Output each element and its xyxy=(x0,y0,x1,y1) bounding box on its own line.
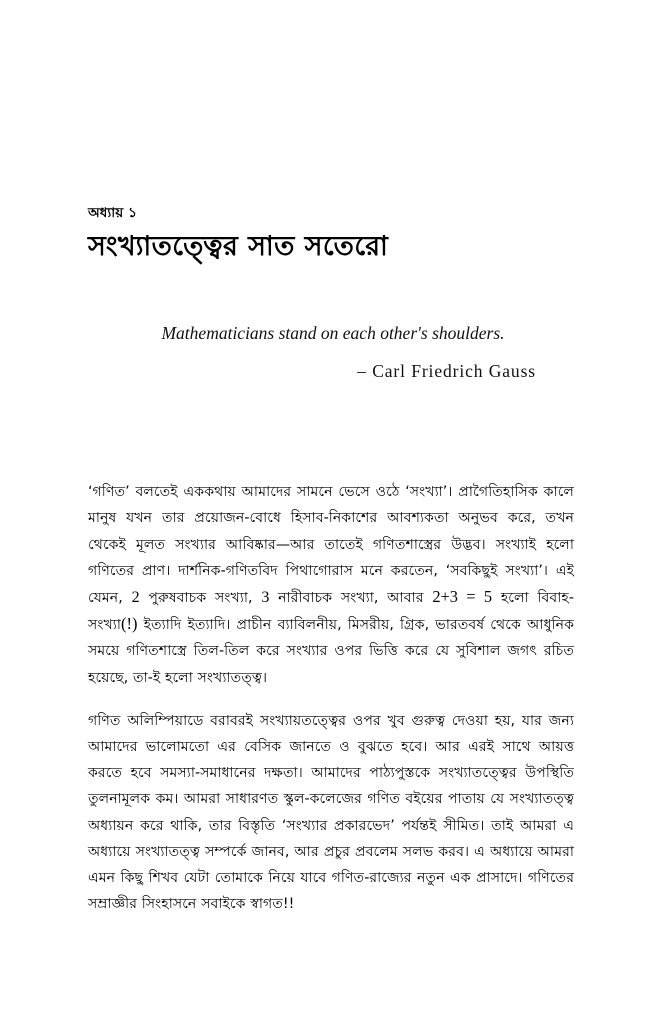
epigraph-attribution: – Carl Friedrich Gauss xyxy=(357,360,536,381)
body-text-block xyxy=(88,479,574,917)
inline-number: 3 xyxy=(261,589,270,606)
page-title: সংখ্যাতত্ত্বের সাত সতেরো xyxy=(88,231,389,263)
inline-number: 2 xyxy=(131,589,140,606)
chapter-label: অধ্যায় ১ xyxy=(88,205,138,221)
page-content-column xyxy=(88,0,574,917)
inline-math: 2+3 = 5 xyxy=(432,587,493,606)
inline-math: (!) xyxy=(121,614,138,634)
paragraph: ‘গণিত’ বলতেই এককথায় আমাদের সামনে ভেসে ওঠে ‘সংখ্যা’। প্রাগৈতিহাসিক কালে মানুষ যখন তার প্রয়োজন-বোধে হিসাব-নিকাশের আবশ্যকতা অনুভব করে, তখন থেকেই মূলত সংখ্যার আবিষ্কার—আর তাতেই গণিতশাস্ত্রের উদ্ভব। সংখ্যাই হলো গণিতের প্রাণ। দার্শনিক-গণিতবিদ পিথাগোরাস মনে করতেন, ‘সবকিছুই সংখ্যা’। এই যেমন, 2 পুরুষবাচক সংখ্যা, 3 নারীবাচক সংখ্যা, আবার 2+3 = 5 হলো বিবাহ-সংখ্যা(!) ইত্যাদি ইত্যাদি। প্রাচীন ব্যাবিলনীয়, মিসরীয়, গ্রিক, ভারতবর্ষ থেকে আধুনিক সময়ে গণিতশাস্ত্রে তিল-তিল করে সংখ্যার ওপর ভিত্তি করে যে সুবিশাল জগৎ রচিত হয়েছে, তা-ই হলো সংখ্যাতত্ত্ব। xyxy=(88,484,574,686)
epigraph-block xyxy=(88,322,574,383)
paragraph: গণিত অলিম্পিয়াডে বরাবরই সংখ্যায়তত্ত্বের ওপর খুব গুরুত্ব দেওয়া হয়, যার জন্য আমাদের ভালোমতো এর বেসিক জানতে ও বুঝতে হবে। আর এরই সাথে আয়ত্ত করতে হবে সমস্যা-সমাধানের দক্ষতা। আমাদের পাঠ্যপুস্তকে সংখ্যাতত্ত্বের উপস্থিতি তুলনামূলক কম। আমরা সাধারণত স্কুল-কলেজের গণিত বইয়ের পাতায় যে সংখ্যাতত্ত্ব অধ্যায়ন করে থাকি, তার বিস্তৃতি ‘সংখ্যার প্রকারভেদ’ পর্যন্তই সীমিত। তাই আমরা এ অধ্যায়ে সংখ্যাতত্ত্ব সম্পর্কে জানব, আর প্রচুর প্রবলেম সলভ করব। এ অধ্যায়ে আমরা এমন কিছু শিখব যেটা তোমাকে নিয়ে যাবে গণিত-রাজ্যের নতুন এক প্রাসাদে। গণিতের সম্রাজ্ঞীর সিংহাসনে সবাইকে স্বাগত!! xyxy=(88,712,574,913)
epigraph-quote: Mathematicians stand on each other's shoulders. xyxy=(161,322,505,343)
chapter-heading-block xyxy=(88,0,574,264)
